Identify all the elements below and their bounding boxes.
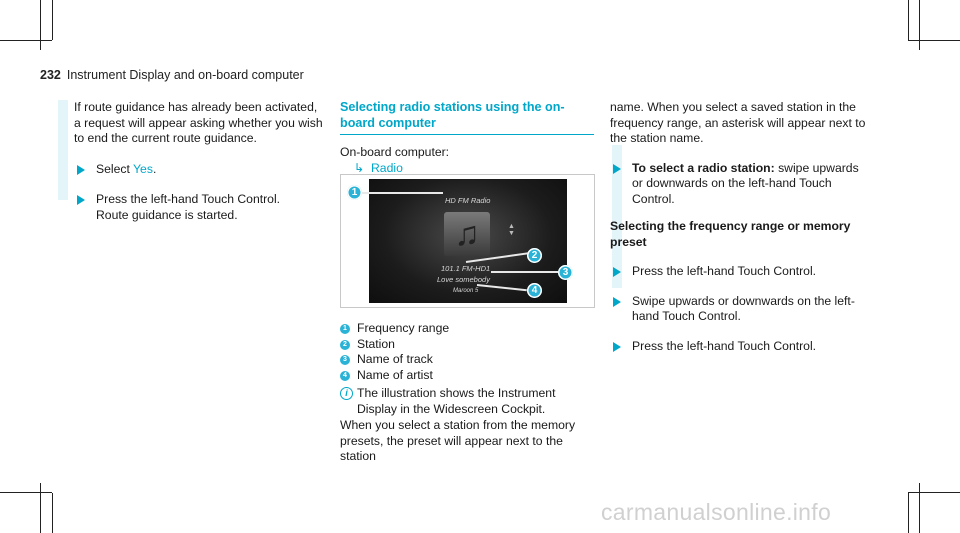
arrow-icon (77, 165, 85, 175)
option-yes: Yes (133, 161, 153, 176)
crop-mark (919, 0, 920, 50)
crop-mark (0, 40, 52, 41)
arrow-icon (77, 195, 85, 205)
step-press-touch-control: Press the left-hand Touch Control. Route guidance is started. (74, 192, 326, 223)
crop-mark (908, 40, 960, 41)
step-select-yes: Select Yes. (74, 162, 326, 178)
left-column (74, 100, 326, 223)
intro-text: If route guidance has already been activated, a request will appear asking whether you wish to end the current route guidance. (74, 100, 323, 145)
subheading: Selecting the frequency range or memory preset (610, 219, 851, 249)
station-name: 101.1 FM-HD1 (441, 264, 491, 273)
instrument-display-illustration (340, 174, 595, 308)
note (340, 386, 594, 417)
watermark: carmanualsonline.info (601, 499, 832, 525)
body-text: When you select a station from the memory presets, the preset will appear next to the station (340, 418, 576, 463)
legend-item: 4 Name of artist (340, 368, 594, 384)
artist-name: Maroon 5 (453, 288, 479, 294)
info-icon: i (340, 387, 353, 400)
callout-3: 3 (558, 265, 573, 280)
crop-mark (0, 492, 52, 493)
continuation-text: name. When you select a saved station in the frequency range, an asterisk will appear next to the station name. (610, 100, 866, 145)
legend-item: 1 Frequency range (340, 321, 594, 337)
callout-2: 2 (527, 248, 542, 263)
page-header (40, 68, 304, 84)
note-text: The illustration shows the Instrument Display in the Widescreen Cockpit. (357, 386, 556, 416)
crop-mark (908, 0, 909, 40)
music-note-icon: ♫ (444, 212, 490, 256)
up-down-arrows-icon: ▲ ▼ (508, 223, 515, 237)
step-item: Press the left-hand Touch Control. (610, 264, 870, 280)
menu-path-item: ↳ Radio (354, 160, 403, 175)
menu-path-label: On-board computer: (340, 145, 450, 159)
legend-item: 2 Station (340, 337, 594, 353)
note-bar (58, 100, 68, 200)
crop-mark (919, 483, 920, 533)
submenu-arrow-icon: ↳ (354, 160, 365, 175)
step-select-station: To select a radio station: swipe upwards or downwards on the left-hand Touch Control. (610, 161, 870, 208)
crop-mark (40, 0, 41, 50)
source-title: HD FM Radio (445, 196, 491, 205)
arrow-icon (613, 164, 621, 174)
page-title: Instrument Display and on-board computer (66, 68, 304, 82)
middle-column (340, 100, 594, 176)
arrow-icon (613, 342, 621, 352)
step-item: Swipe upwards or downwards on the left-hand Touch Control. (610, 294, 870, 325)
crop-mark (908, 493, 909, 533)
callout-line (491, 271, 561, 273)
page-number: 232 (40, 68, 61, 82)
callout-4: 4 (527, 283, 542, 298)
right-column (610, 100, 870, 354)
callout-line (361, 192, 443, 194)
step-item: Press the left-hand Touch Control. (610, 339, 870, 355)
callout-1: 1 (347, 185, 362, 200)
crop-mark (52, 493, 53, 533)
legend-item: 3 Name of track (340, 352, 594, 368)
crop-mark (908, 492, 960, 493)
crop-mark (52, 0, 53, 40)
arrow-icon (613, 267, 621, 277)
track-name: Love somebody (437, 275, 490, 284)
illustration-legend (340, 321, 594, 465)
section-heading: Selecting radio stations using the on-board computer (340, 100, 594, 135)
arrow-icon (613, 297, 621, 307)
crop-mark (40, 483, 41, 533)
